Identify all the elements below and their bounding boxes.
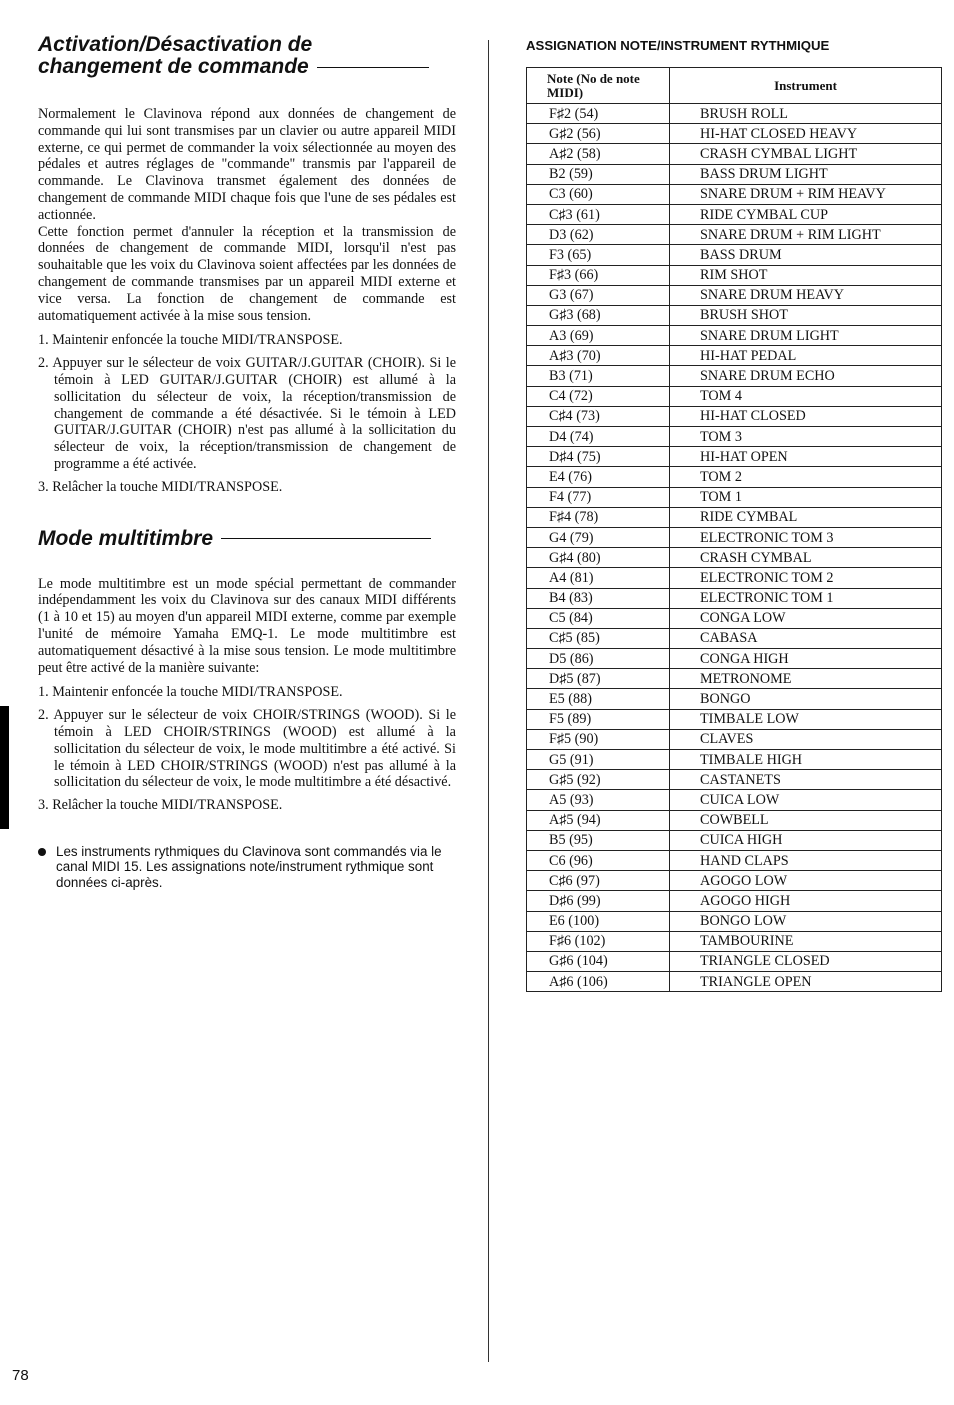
instrument-cell: CASTANETS: [670, 770, 942, 790]
instrument-cell: SNARE DRUM + RIM LIGHT: [670, 225, 942, 245]
instrument-cell: SNARE DRUM LIGHT: [670, 326, 942, 346]
instrument-cell: CONGA LOW: [670, 608, 942, 628]
table-row: [527, 548, 942, 568]
instrument-cell: HI-HAT OPEN: [670, 447, 942, 467]
instrument-cell: BONGO: [670, 689, 942, 709]
note-cell: C♯6 (97): [527, 871, 670, 891]
table-row: [527, 427, 942, 447]
instrument-cell: HI-HAT CLOSED HEAVY: [670, 124, 942, 144]
table-row: [527, 144, 942, 164]
table-row: [527, 326, 942, 346]
instrument-cell: CUICA HIGH: [670, 830, 942, 850]
table-row: [527, 568, 942, 588]
note-cell: F♯3 (66): [527, 265, 670, 285]
note-cell: B4 (83): [527, 588, 670, 608]
table-row: [527, 911, 942, 931]
section1-paragraph-2: Cette fonction permet d'annuler la réception et la transmission de données de changement de commande MIDI, lorsqu'il n'est pas souhaitable que les voix du Clavinova soient affectées par les données de changement de commande transmises par un appareil MIDI externe et vice versa. La fonction de changement de commande est automatiquement activée à la mise sous tension.: [38, 223, 456, 324]
instrument-cell: TOM 4: [670, 386, 942, 406]
instrument-cell: RIDE CYMBAL: [670, 507, 942, 527]
table-row: [527, 729, 942, 749]
table-row: [527, 649, 942, 669]
instrument-cell: SNARE DRUM HEAVY: [670, 285, 942, 305]
column-divider: [488, 40, 489, 1362]
table-row: [527, 608, 942, 628]
note-cell: C♯3 (61): [527, 204, 670, 224]
note-cell: A♯3 (70): [527, 346, 670, 366]
table-row: [527, 931, 942, 951]
note-cell: G♯4 (80): [527, 548, 670, 568]
instrument-cell: TIMBALE HIGH: [670, 750, 942, 770]
note-cell: E4 (76): [527, 467, 670, 487]
instrument-cell: CUICA LOW: [670, 790, 942, 810]
section-tab-marker: [0, 706, 9, 829]
note-cell: D3 (62): [527, 225, 670, 245]
table-row: [527, 245, 942, 265]
header-instrument: Instrument: [670, 68, 942, 104]
page-number: 78: [12, 1367, 29, 1384]
section2-steps: [38, 684, 456, 814]
section1-steps: [38, 332, 456, 495]
table-row: [527, 184, 942, 204]
bullet-icon: [38, 848, 46, 856]
instrument-cell: ELECTRONIC TOM 3: [670, 527, 942, 547]
note-cell: C6 (96): [527, 850, 670, 870]
table-row: [527, 346, 942, 366]
note-cell: D♯6 (99): [527, 891, 670, 911]
instrument-cell: TRIANGLE OPEN: [670, 972, 942, 992]
instrument-cell: CLAVES: [670, 729, 942, 749]
table-row: [527, 124, 942, 144]
table-row: [527, 104, 942, 124]
table-row: [527, 628, 942, 648]
table-row: [527, 830, 942, 850]
note-cell: A♯5 (94): [527, 810, 670, 830]
section1-title-line2: changement de commande: [38, 55, 309, 78]
note-cell: B2 (59): [527, 164, 670, 184]
instrument-cell: TIMBALE LOW: [670, 709, 942, 729]
note-cell: A3 (69): [527, 326, 670, 346]
instrument-cell: BRUSH ROLL: [670, 104, 942, 124]
note-cell: E6 (100): [527, 911, 670, 931]
note-cell: E5 (88): [527, 689, 670, 709]
note-cell: C3 (60): [527, 184, 670, 204]
section2-title: [38, 528, 456, 550]
note-cell: G3 (67): [527, 285, 670, 305]
table-row: [527, 225, 942, 245]
note-cell: D5 (86): [527, 649, 670, 669]
instrument-cell: CRASH CYMBAL: [670, 548, 942, 568]
table-row: [527, 164, 942, 184]
bullet-note-text: Les instruments rythmiques du Clavinova sont commandés via le canal MIDI 15. Les assignations note/instrument rythmique sont données ci-après.: [56, 843, 442, 890]
note-cell: B3 (71): [527, 366, 670, 386]
instrument-cell: METRONOME: [670, 669, 942, 689]
instrument-cell: TOM 3: [670, 427, 942, 447]
table-row: [527, 750, 942, 770]
instrument-cell: SNARE DRUM + RIM HEAVY: [670, 184, 942, 204]
table-row: [527, 467, 942, 487]
section2-title-text: Mode multitimbre: [38, 526, 214, 550]
instrument-cell: RIM SHOT: [670, 265, 942, 285]
step-item: 3. Relâcher la touche MIDI/TRANSPOSE.: [38, 478, 283, 495]
note-cell: F3 (65): [527, 245, 670, 265]
table-row: [527, 669, 942, 689]
instrument-cell: AGOGO HIGH: [670, 891, 942, 911]
note-cell: F4 (77): [527, 487, 670, 507]
instrument-cell: BASS DRUM LIGHT: [670, 164, 942, 184]
section1-title: [38, 34, 456, 78]
note-instrument-table: [526, 67, 942, 992]
step-item: 1. Maintenir enfoncée la touche MIDI/TRANSPOSE.: [38, 332, 343, 349]
table-row: [527, 265, 942, 285]
instrument-cell: HAND CLAPS: [670, 850, 942, 870]
instrument-cell: ELECTRONIC TOM 2: [670, 568, 942, 588]
note-cell: C♯5 (85): [527, 628, 670, 648]
note-cell: C4 (72): [527, 386, 670, 406]
table-row: [527, 588, 942, 608]
header-note: Note (No de note MIDI): [527, 68, 670, 104]
section2-paragraph-1: Le mode multitimbre est un mode spécial permettant de commander indépendamment les voix du Clavinova sur des canaux MIDI différents (1 à 10 et 15) au moyen d'un appareil MIDI externe, comme par exemple l'unité de mémoire Yamaha EMQ-1. Le mode multitimbre est automatiquement désactivé à la mise sous tension. Le mode multitimbre peut être activé de la manière suivante:: [38, 575, 456, 676]
instrument-cell: ELECTRONIC TOM 1: [670, 588, 942, 608]
note-cell: A4 (81): [527, 568, 670, 588]
step-item: 2. Appuyer sur le sélecteur de voix GUITAR/J.GUITAR (CHOIR). Si le témoin à LED GUITAR/J.GUITAR (CHOIR) est allumé à la sollicitation du sélecteur de voix, la réception/transmission de changement de commande a été désactivée. Si le témoin à LED GUITAR/J.GUITAR (CHOIR) n'est pas allumé à la sollicitation du sélecteur de voix, la réception/transmission de changement de programme a été activée.: [38, 355, 456, 472]
note-cell: F5 (89): [527, 709, 670, 729]
note-cell: C♯4 (73): [527, 406, 670, 426]
note-cell: C5 (84): [527, 608, 670, 628]
instrument-cell: TRIANGLE CLOSED: [670, 951, 942, 971]
note-cell: G♯6 (104): [527, 951, 670, 971]
note-cell: A♯6 (106): [527, 972, 670, 992]
section1-title-line1: Activation/Désactivation de: [38, 33, 313, 56]
instrument-cell: HI-HAT PEDAL: [670, 346, 942, 366]
note-cell: A5 (93): [527, 790, 670, 810]
step-item: 1. Maintenir enfoncée la touche MIDI/TRANSPOSE.: [38, 684, 343, 701]
table-row: [527, 770, 942, 790]
instrument-cell: BONGO LOW: [670, 911, 942, 931]
right-column: [526, 38, 942, 992]
table-row: [527, 891, 942, 911]
table-row: [527, 790, 942, 810]
note-cell: D4 (74): [527, 427, 670, 447]
table-row: [527, 406, 942, 426]
note-cell: D♯4 (75): [527, 447, 670, 467]
instrument-cell: CONGA HIGH: [670, 649, 942, 669]
instrument-cell: TAMBOURINE: [670, 931, 942, 951]
instrument-cell: TOM 2: [670, 467, 942, 487]
table-row: [527, 366, 942, 386]
table-row: [527, 951, 942, 971]
table-row: [527, 810, 942, 830]
note-cell: F♯4 (78): [527, 507, 670, 527]
note-cell: G♯5 (92): [527, 770, 670, 790]
table-row: [527, 709, 942, 729]
note-cell: F♯6 (102): [527, 931, 670, 951]
note-cell: F♯2 (54): [527, 104, 670, 124]
instrument-cell: BRUSH SHOT: [670, 305, 942, 325]
bullet-note: [38, 844, 456, 891]
table-row: [527, 527, 942, 547]
table-row: [527, 871, 942, 891]
instrument-cell: COWBELL: [670, 810, 942, 830]
note-cell: G♯2 (56): [527, 124, 670, 144]
note-cell: G♯3 (68): [527, 305, 670, 325]
title-rule: [317, 67, 429, 68]
instrument-cell: SNARE DRUM ECHO: [670, 366, 942, 386]
instrument-cell: RIDE CYMBAL CUP: [670, 204, 942, 224]
note-cell: G4 (79): [527, 527, 670, 547]
instrument-cell: CABASA: [670, 628, 942, 648]
instrument-cell: CRASH CYMBAL LIGHT: [670, 144, 942, 164]
section1-paragraph-1: Normalement le Clavinova répond aux données de changement de commande qui lui sont transmises par un clavier ou autre appareil MIDI externe, ce qui permet de commander la voix sélectionnée au moyen des pédales et autres réglages de "commande" transmis par l'appareil de commande. Le Clavinova transmet également des données de changement de commande MIDI chaque fois que l'une de ses pédales est actionnée.: [38, 106, 456, 223]
step-item: 2. Appuyer sur le sélecteur de voix CHOIR/STRINGS (WOOD). Si le témoin à LED CHOIR/STRINGS (WOOD) est allumé à la sollicitation du sélecteur de voix, le mode multitimbre a été activé. Si le témoin à LED CHOIR/STRINGS (WOOD) n'est pas allumé à la sollicitation du sélecteur de voix, le mode multitimbre a été désactivé.: [38, 707, 456, 791]
table-row: [527, 487, 942, 507]
title-rule: [221, 538, 431, 539]
table-row: [527, 850, 942, 870]
instrument-cell: HI-HAT CLOSED: [670, 406, 942, 426]
note-cell: G5 (91): [527, 750, 670, 770]
note-cell: D♯5 (87): [527, 669, 670, 689]
instrument-cell: TOM 1: [670, 487, 942, 507]
table-row: [527, 386, 942, 406]
table-row: [527, 305, 942, 325]
note-cell: F♯5 (90): [527, 729, 670, 749]
instrument-cell: AGOGO LOW: [670, 871, 942, 891]
table-row: [527, 972, 942, 992]
instrument-cell: BASS DRUM: [670, 245, 942, 265]
table-row: [527, 285, 942, 305]
table-header-row: [527, 68, 942, 104]
table-row: [527, 689, 942, 709]
note-cell: A♯2 (58): [527, 144, 670, 164]
left-column: [38, 34, 456, 890]
note-cell: B5 (95): [527, 830, 670, 850]
table-title: ASSIGNATION NOTE/INSTRUMENT RYTHMIQUE: [526, 38, 830, 53]
step-item: 3. Relâcher la touche MIDI/TRANSPOSE.: [38, 797, 283, 814]
table-row: [527, 507, 942, 527]
table-row: [527, 204, 942, 224]
table-row: [527, 447, 942, 467]
